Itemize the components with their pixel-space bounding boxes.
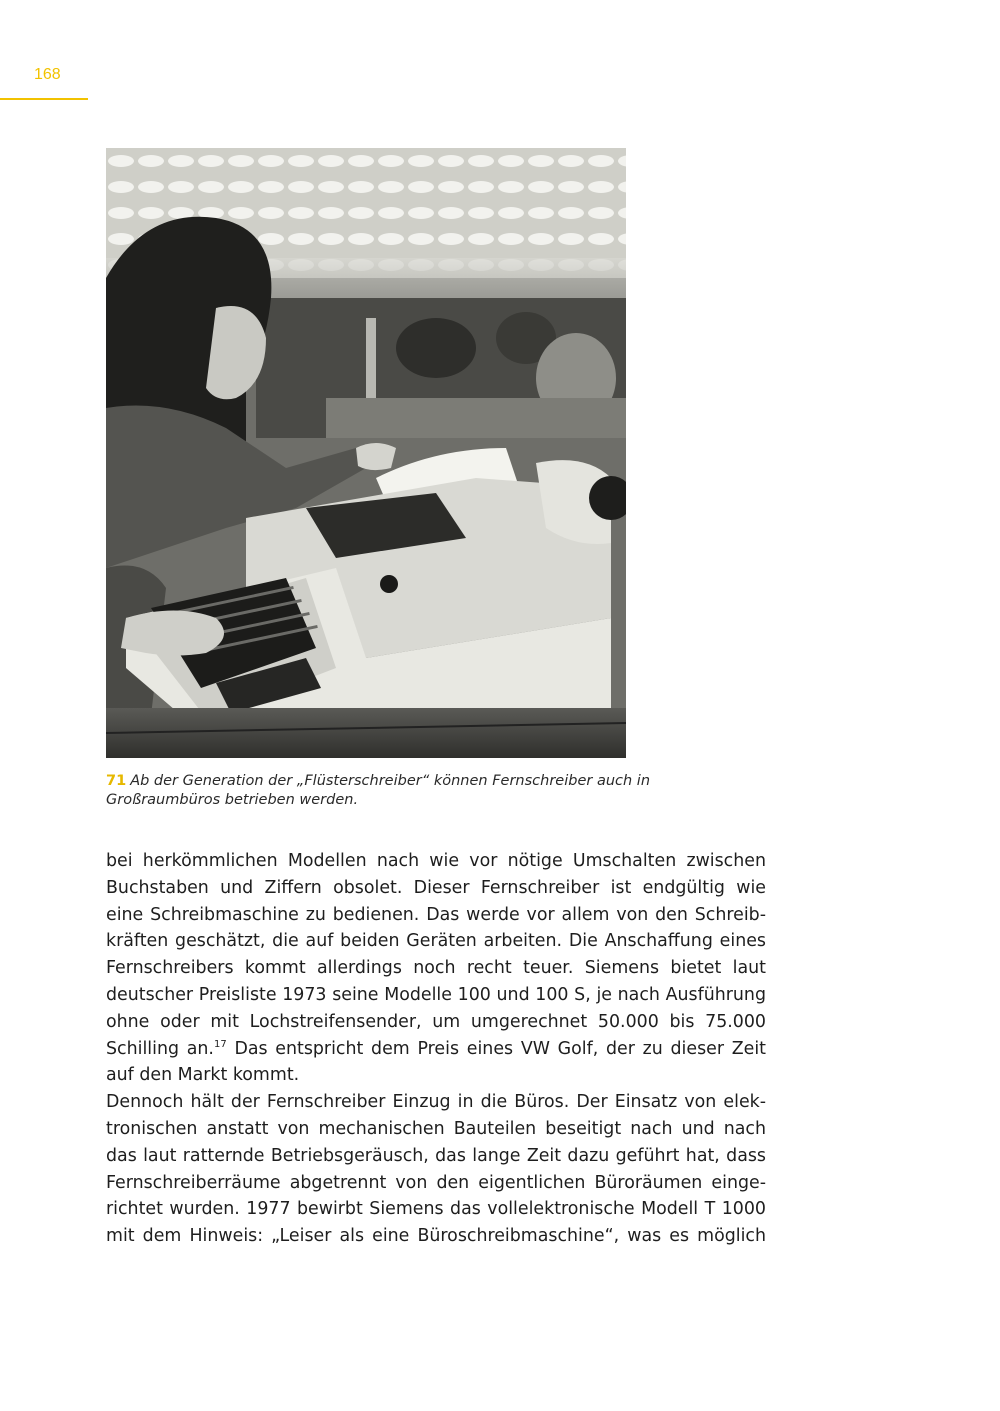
text-line: Buchstaben und Ziffern obsolet. Dieser Fernschreiber ist endgültig wie (106, 877, 766, 898)
text-line: das laut ratternde Betriebsgeräusch, das lange Zeit dazu geführt hat, dass (106, 1145, 766, 1166)
text-line: auf den Markt kommt. (106, 1065, 300, 1086)
paragraph-1 (106, 848, 766, 1089)
figure-photo-teleprinter-office (106, 148, 626, 758)
text-line: deutscher Preisliste 1973 seine Modelle 100 und 100 S, je nach Ausführung (106, 984, 766, 1005)
caption-text-line2: Großraumbüros betrieben werden. (106, 792, 359, 808)
page-number: 168 (34, 66, 61, 83)
text-line: Fernschreibers kommt allerdings noch recht teuer. Siemens bietet laut (106, 958, 766, 979)
text-line: richtet wurden. 1977 bewirbt Siemens das vollelektronische Modell T 1000 (106, 1199, 766, 1220)
text-line: Dennoch hält der Fernschreiber Einzug in die Büros. Der Einsatz von elek- (106, 1092, 766, 1113)
text-segment: Schilling an. (106, 1038, 214, 1059)
text-line: tronischen anstatt von mechanischen Bauteilen beseitigt nach und nach (106, 1118, 766, 1139)
text-line: kräften geschätzt, die auf beiden Geräten arbeiten. Die Anschaffung eines (106, 931, 766, 952)
caption-line (106, 773, 650, 789)
text-line: bei herkömmlichen Modellen nach wie vor nötige Umschalten zwischen (106, 851, 766, 871)
text-line: eine Schreibmaschine zu bedienen. Das werde vor allem von den Schreib- (106, 904, 766, 925)
page-number-rule (0, 98, 88, 100)
text-line: mit dem Hinweis: „Leiser als eine Büroschreibmaschine“, was es möglich (106, 1226, 766, 1247)
text-line-with-footnote (106, 1036, 766, 1063)
footnote-ref: 17 (213, 1038, 227, 1050)
figure-number: 71 (106, 773, 127, 789)
text-segment: Das entspricht dem Preis eines VW Golf, der zu dieser Zeit (226, 1038, 766, 1059)
text-line: ohne oder mit Lochstreifensender, um umgerechnet 50.000 bis 75.000 (106, 1011, 766, 1032)
body-text (106, 848, 766, 1250)
figure-caption (106, 772, 746, 810)
caption-text-line1: Ab der Generation der „Flüsterschreiber“ können Fernschreiber auch in (130, 773, 651, 789)
text-line: Fernschreiberräume abgetrennt von den eigentlichen Büroräumen einge- (106, 1172, 766, 1193)
paragraph-2 (106, 1089, 766, 1250)
